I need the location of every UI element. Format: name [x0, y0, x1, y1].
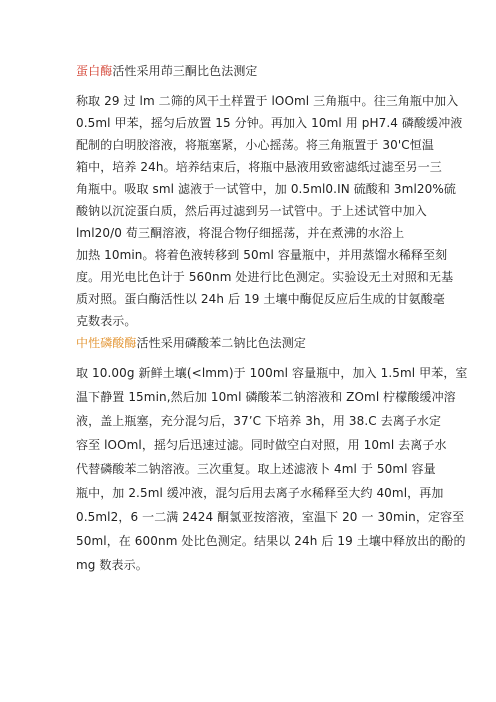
- section2-line: 50ml，在 600nm 处比色测定。结果以 24h 后 19 土壤中释放出的酚的: [76, 534, 466, 548]
- section1-heading-rest: 活性采用茚三酮比色法测定: [112, 64, 258, 78]
- section2-line: 0.5ml2，6 一二满 2424 酮氯亚按溶液，室温下 20 一 30min，定容至: [76, 510, 465, 524]
- section1-heading-highlight: 蛋白酶: [76, 64, 113, 78]
- section1-line: 质对照。蛋白酶活性以 24h 后 19 土壤中酶促反应后生成的甘氨酸毫: [76, 292, 445, 306]
- section2-heading: [76, 336, 306, 350]
- section1-line: 度。用光电比色计于 560nm 处进行比色测定。实验设无土对照和无基: [76, 270, 454, 284]
- section1-line: 酸钠以沉淀蛋白质，然后再过滤到另一试管中。于上述试管中加入: [76, 204, 427, 218]
- section1-line: 克数表示。: [76, 314, 137, 328]
- section2-line: mg 数表示。: [76, 558, 148, 572]
- section1-line: 箱中，培养 24h。培养结束后，将瓶中悬液用致密滤纸过滤至另一三: [76, 160, 442, 174]
- section2-line: 容至 lOOml，摇匀后迅速过滤。同时做空白对照，用 10ml 去离子水: [76, 438, 447, 452]
- section2-line: 取 10.00g 新鲜土壤(<lmm)于 100ml 容量瓶中，加入 1.5ml 甲苯，室: [76, 366, 468, 380]
- section1-heading: [76, 64, 258, 78]
- section1-line: 配制的白明胶溶液，将瓶塞紧，小心摇荡。将三角瓶置于 30'C恒温: [76, 138, 434, 152]
- section1-line: 角瓶中。吸取 sml 滤液于一试管中，加 0.5ml0.IN 硫酸和 3ml20%硫: [76, 182, 456, 196]
- section2-line: 液，盖上瓶塞，充分混匀后，37’C 下培养 3h，用 38.C 去离子水定: [76, 414, 442, 428]
- section2-heading-highlight: 中性磷酸酶: [76, 336, 137, 350]
- section1-line: lml20/0 荀三酮溶液，将混合物仔细摇荡，并在煮沸的水浴上: [76, 226, 405, 240]
- section2-line: 温下静置 15min,然后加 10ml 磷酸苯二钠溶液和 ZOml 柠檬酸缓冲溶: [76, 390, 456, 404]
- section2-line: 代替磷酸苯二钠溶液。三次重复。取上述滤液卜 4ml 于 50ml 容量: [76, 462, 436, 476]
- section1-line: 0.5ml 甲苯，摇匀后放置 15 分钟。再加入 10ml 用 pH7.4 磷酸缓冲液: [76, 116, 463, 130]
- section2-heading-rest: 活性采用磷酸苯二钠比色法测定: [136, 336, 306, 350]
- section2-line: 瓶中，加 2.5ml 缓冲液，混匀后用去离子水稀释至大约 40ml，再加: [76, 486, 444, 500]
- section1-line: 称取 29 过 lm 二筛的风干土样置于 lOOml 三角瓶中。往三角瓶中加入: [76, 94, 459, 108]
- section1-line: 加热 10min。将着色液转移到 50ml 容量瓶中，并用蒸馏水稀释至刻: [76, 248, 448, 262]
